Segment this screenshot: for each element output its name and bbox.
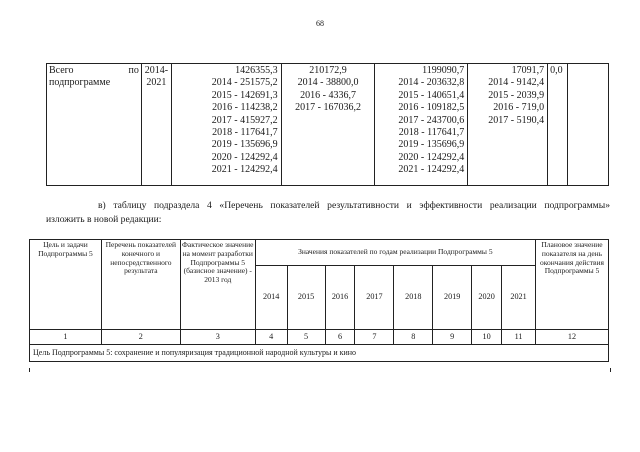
header-goal: Цель и задачи Подпрограммы 5 <box>30 240 102 330</box>
funding-federal-cell: 210172,9 2014 - 38800,0 2016 - 4336,7 2017 - 167036,2 <box>281 64 375 186</box>
year-cell: 2018 <box>394 266 433 330</box>
years-line1: 2014- <box>144 65 169 76</box>
funding-total-cell: 1426355,3 2014 - 251575,2 2015 - 142691,3 2016 - 114238,2 2017 - 415927,2 2018 - 117641,7 2019 - 135696,9 2020 - 124292,4 2021 - 124292,4 <box>171 64 281 186</box>
funding-table <box>46 63 609 186</box>
instruction-line2: изложить в новой редакции: <box>46 214 162 225</box>
year-cell: 2014 <box>255 266 287 330</box>
column-number: 11 <box>502 330 536 345</box>
year-cell: 2019 <box>433 266 472 330</box>
total-label-cell <box>47 64 142 186</box>
total-label-line2: подпрограмме <box>49 77 111 89</box>
years-cell <box>141 64 171 186</box>
column-number: 10 <box>472 330 502 345</box>
total-label-right: по <box>128 65 139 76</box>
column-number: 1 <box>30 330 102 345</box>
header-values-by-year: Значения показателей по годам реализации Подпрограммы 5 <box>255 240 535 266</box>
column-number: 7 <box>355 330 394 345</box>
year-cell: 2016 <box>325 266 355 330</box>
column-number: 4 <box>255 330 287 345</box>
column-number: 9 <box>433 330 472 345</box>
header-indicators: Перечень показателей конечного и непосредственного результата <box>101 240 180 330</box>
year-cell: 2020 <box>472 266 502 330</box>
instruction-line1: в) таблицу подраздела 4 «Перечень показателей результативности и эффективности реализации подпрограммы» <box>98 200 610 211</box>
years-line2: 2021 <box>146 77 167 89</box>
column-number: 12 <box>536 330 609 345</box>
year-cell: 2017 <box>355 266 394 330</box>
total-label-left: Всего <box>49 65 74 76</box>
column-number: 6 <box>325 330 355 345</box>
funding-empty-cell <box>568 64 609 186</box>
column-number: 3 <box>180 330 255 345</box>
funding-local-cell: 17091,7 2014 - 9142,4 2015 - 2039,9 2016 - 719,0 2017 - 5190,4 <box>468 64 548 186</box>
year-cell: 2021 <box>502 266 536 330</box>
instruction-paragraph <box>46 199 610 227</box>
column-number: 2 <box>101 330 180 345</box>
goal-row <box>30 345 609 362</box>
indicators-table <box>29 239 609 362</box>
header-actual: Фактическое значение на момент разработки Подпрограммы 5 (базисное значение) - 2013 год <box>180 240 255 330</box>
table-continuation <box>29 368 611 372</box>
column-number: 5 <box>287 330 325 345</box>
year-cell: 2015 <box>287 266 325 330</box>
column-number-row <box>30 330 609 345</box>
goal-text: Цель Подпрограммы 5: сохранение и популяризация традиционной народной культуры и кино <box>30 345 609 362</box>
funding-other-cell: 0,0 <box>548 64 568 186</box>
page-number: 68 <box>316 19 324 28</box>
column-number: 8 <box>394 330 433 345</box>
header-plan: Плановое значение показателя на день окончания действия Подпрограммы 5 <box>536 240 609 330</box>
funding-regional-cell: 1199090,7 2014 - 203632,8 2015 - 140651,4 2016 - 109182,5 2017 - 243700,6 2018 - 117641,7 2019 - 135696,9 2020 - 124292,4 2021 - 124292,4 <box>375 64 468 186</box>
